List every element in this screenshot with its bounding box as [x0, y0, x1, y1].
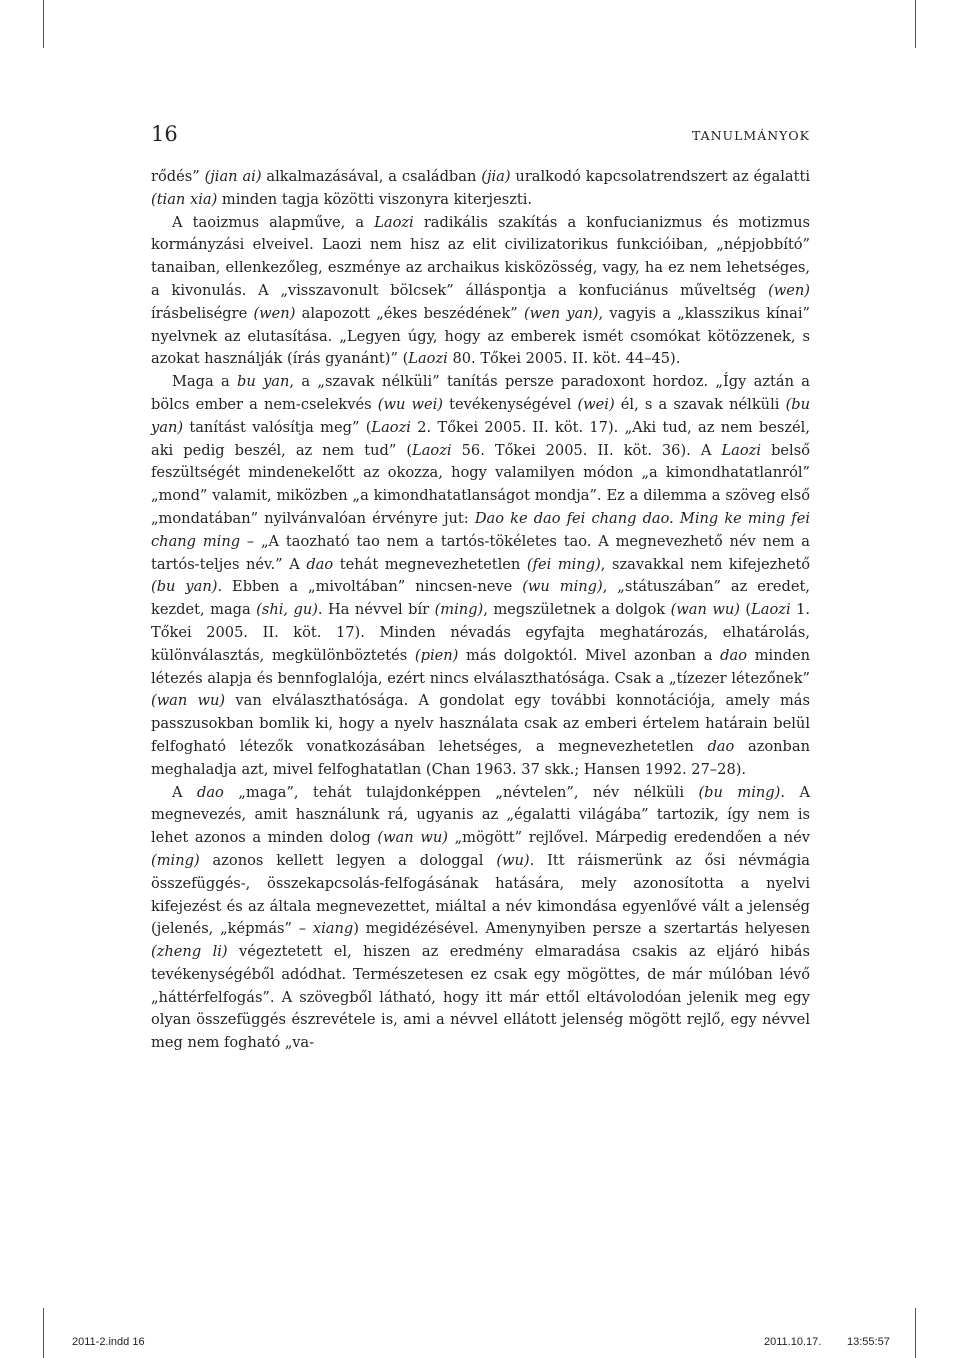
- text-run: tevékenységével: [443, 395, 578, 413]
- italic-term: Laozi: [751, 601, 791, 619]
- text-run: radikális szakítás a konfucianizmus és motizmus kormányzási elveivel. Laozi nem hisz az elit civilizatorikus funkcióiban, „népjobbító” tanaiban, ellenkezőleg, eszménye az archaikus kisközösség, vagy, ha ez nem lehetséges, a kivonulás. A „visszavonult bölcsek” álláspontja a konfuciánus műveltség: [151, 213, 810, 299]
- paragraph: [151, 782, 810, 1056]
- text-run: Maga a: [172, 373, 238, 391]
- text-run: él, s a szavak nélküli: [614, 395, 786, 413]
- italic-term: Laozi: [374, 213, 414, 231]
- text-run: ) megidézésével. Amenynyiben persze a szertartás helyesen: [353, 920, 810, 938]
- italic-term: (fei ming): [526, 555, 601, 573]
- italic-term: bu yan: [237, 373, 290, 391]
- italic-term: Laozi: [371, 418, 411, 436]
- text-run: , megszületnek a dolgok: [483, 601, 671, 619]
- italic-term: (jian ai): [204, 168, 262, 185]
- text-run: 2. Tőkei 2005. II. köt. 17). „Aki tud, az nem beszél, aki pedig beszél, az nem tud” (: [151, 418, 810, 459]
- text-run: „maga”, tehát tulajdonképpen „névtelen”, név nélküli: [223, 783, 699, 801]
- italic-term: dao: [720, 646, 748, 664]
- section-title: TANULMÁNYOK: [691, 128, 810, 143]
- italic-term: (zheng li): [151, 943, 228, 961]
- paragraph: [151, 166, 810, 212]
- text-run: 56. Tőkei 2005. II. köt. 36). A: [451, 441, 722, 459]
- italic-term: (wan wu): [377, 829, 448, 847]
- text-run: van elválaszthatósága. A gondolat egy további konnotációja, amely más passzusokban bomlik ki, hogy a nyelv használata csak az emberi értelem határain belül felfogható létezők vonatkozásában lehetséges, a megnevezhetetlen: [151, 692, 810, 755]
- page-header: [151, 118, 810, 158]
- italic-term: xiang: [312, 920, 354, 938]
- text-run: . Ha névvel bír: [317, 601, 435, 619]
- text-run: más dolgoktól. Mivel azonban a: [458, 646, 721, 664]
- italic-term: (bu yan): [151, 395, 810, 436]
- text-run: , a „szavak nélküli” tanítás persze paradoxont hordoz. „Így aztán a bölcs ember a nem-cselekvés: [151, 373, 810, 413]
- text-run: rődés”: [151, 168, 205, 185]
- italic-term: (wei): [577, 395, 615, 413]
- crop-mark-top-right-v: [915, 0, 916, 48]
- italic-term: (wen): [768, 281, 810, 299]
- italic-term: (tian xia): [151, 190, 218, 208]
- crop-mark-top-left-v: [43, 0, 44, 48]
- page-number: 16: [151, 122, 178, 146]
- text-run: . A megnevezés, amit használunk rá, ugyanis az „égalatti világába” tartozik, így nem is lehet azonos a minden dolog: [151, 783, 810, 847]
- text-run: A taoizmus alapműve, a: [172, 213, 375, 231]
- italic-term: Laozi: [721, 441, 762, 459]
- text-run: , „státuszában” az eredet, kezdet, maga: [151, 578, 810, 619]
- print-slug: [0, 1336, 960, 1356]
- italic-term: Dao ke dao fei chang dao. Ming ke ming fei chang ming: [151, 509, 810, 550]
- slug-date: 2011.10.17.: [764, 1336, 822, 1348]
- text-run: . Itt ráismerünk az ősi névmágia összefüggés-, összekapcsolás-felfogásának hatására, mely azonosította a nyelvi kifejezést és az általa megnevezettet, miáltal a név kimondása egyenlővé vált a jelenség (jelenés, „képmás” –: [151, 851, 810, 938]
- italic-term: (wen): [253, 304, 296, 322]
- text-run: uralkodó kapcsolatrendszert az égalatti: [510, 168, 810, 185]
- italic-term: (wu ming): [522, 578, 603, 596]
- slug-time: 13:55:57: [847, 1336, 890, 1348]
- text-run: végeztetett el, hiszen az eredmény elmaradása csakis az eljáró hibás tevékenységéből adódhat. Természetesen ez csak egy mögöttes, de már múlóban lévő „háttérfelfogás”. A szövegből látható, hogy itt már ettől eltávolodóan jelenik meg egy olyan összefüggés észrevétele is, ami a névvel ellátott jelenség mögött rejlő, egy névvel meg nem fogható „va-: [151, 943, 810, 1052]
- italic-term: (wen yan): [523, 304, 599, 322]
- text-run: „mögött” rejlővel. Márpedig eredendően a név: [447, 829, 811, 847]
- italic-term: (wan wu): [670, 601, 740, 619]
- italic-term: (wu): [496, 851, 530, 869]
- italic-term: (wu wei): [377, 395, 443, 413]
- italic-term: (bu ming): [698, 783, 781, 801]
- article-body: [151, 166, 810, 1055]
- text-run: – „A taozható tao nem a tartós-tökéletes tao. A megnevezhető név nem a tartós-teljes név.” A: [151, 532, 810, 573]
- text-run: írásbeliségre: [151, 304, 254, 322]
- italic-term: (shi, gu): [256, 601, 318, 619]
- italic-term: Laozi: [408, 350, 448, 368]
- italic-term: (ming): [434, 601, 484, 619]
- italic-term: dao: [306, 555, 334, 573]
- text-run: , vagyis a „klasszikus kínai” nyelvnek az elutasítása. „Legyen úgy, hogy az emberek ismét csomókat kötözzenek, s azokat használják (írás gyanánt)” (: [151, 304, 811, 368]
- text-run: azonos kellett legyen a dologgal: [199, 851, 497, 869]
- slug-filename: 2011-2.indd 16: [72, 1336, 145, 1348]
- text-run: tehát megnevezhetetlen: [333, 555, 527, 573]
- text-run: belső feszültségét mindenekelőtt az okozza, hogy valamilyen módon „a kimondhatatlanról” „mond” valamit, miközben „a kimondhatatlanságot mondja”. Ez a dilemma a szöveg első „mondatában” nyilvánvalóan érvényre jut:: [151, 441, 810, 527]
- italic-term: Laozi: [412, 441, 452, 459]
- text-run: A: [172, 783, 198, 801]
- text-run: 80. Tőkei 2005. II. köt. 44–45).: [447, 350, 681, 368]
- italic-term: (ming): [151, 851, 200, 869]
- text-run: alkalmazásával, a családban: [261, 168, 482, 185]
- text-run: minden tagja közötti viszonyra kiterjeszti.: [217, 190, 533, 208]
- italic-term: (jia): [481, 168, 511, 185]
- text-run: 1. Tőkei 2005. II. köt. 17). Minden névadás egyfajta meghatározás, elhatárolás, különválasztás, megkülönböztetés: [151, 601, 811, 664]
- text-run: . Ebben a „mivoltában” nincsen-neve: [217, 578, 523, 596]
- text-run: tanítást valósítja meg” (: [183, 418, 372, 436]
- text-run: (: [739, 601, 752, 619]
- paragraph: [151, 212, 810, 372]
- text-run: alapozott „ékes beszédének”: [295, 304, 524, 322]
- italic-term: (pien): [414, 646, 459, 664]
- text-run: minden létezés alapja és bennfoglalója, ezért nincs elválaszthatósága. Csak a „tízezer létezőnek”: [151, 646, 810, 687]
- text-run: , szavakkal nem kifejezhető: [600, 555, 810, 573]
- italic-term: (wan wu): [151, 692, 226, 710]
- italic-term: dao: [707, 737, 735, 755]
- italic-term: (bu yan): [151, 578, 218, 596]
- paragraph: [151, 371, 810, 781]
- text-run: azonban meghaladja azt, mivel felfoghatatlan (Chan 1963. 37 skk.; Hansen 1992. 27–28).: [151, 737, 810, 778]
- italic-term: dao: [197, 783, 224, 801]
